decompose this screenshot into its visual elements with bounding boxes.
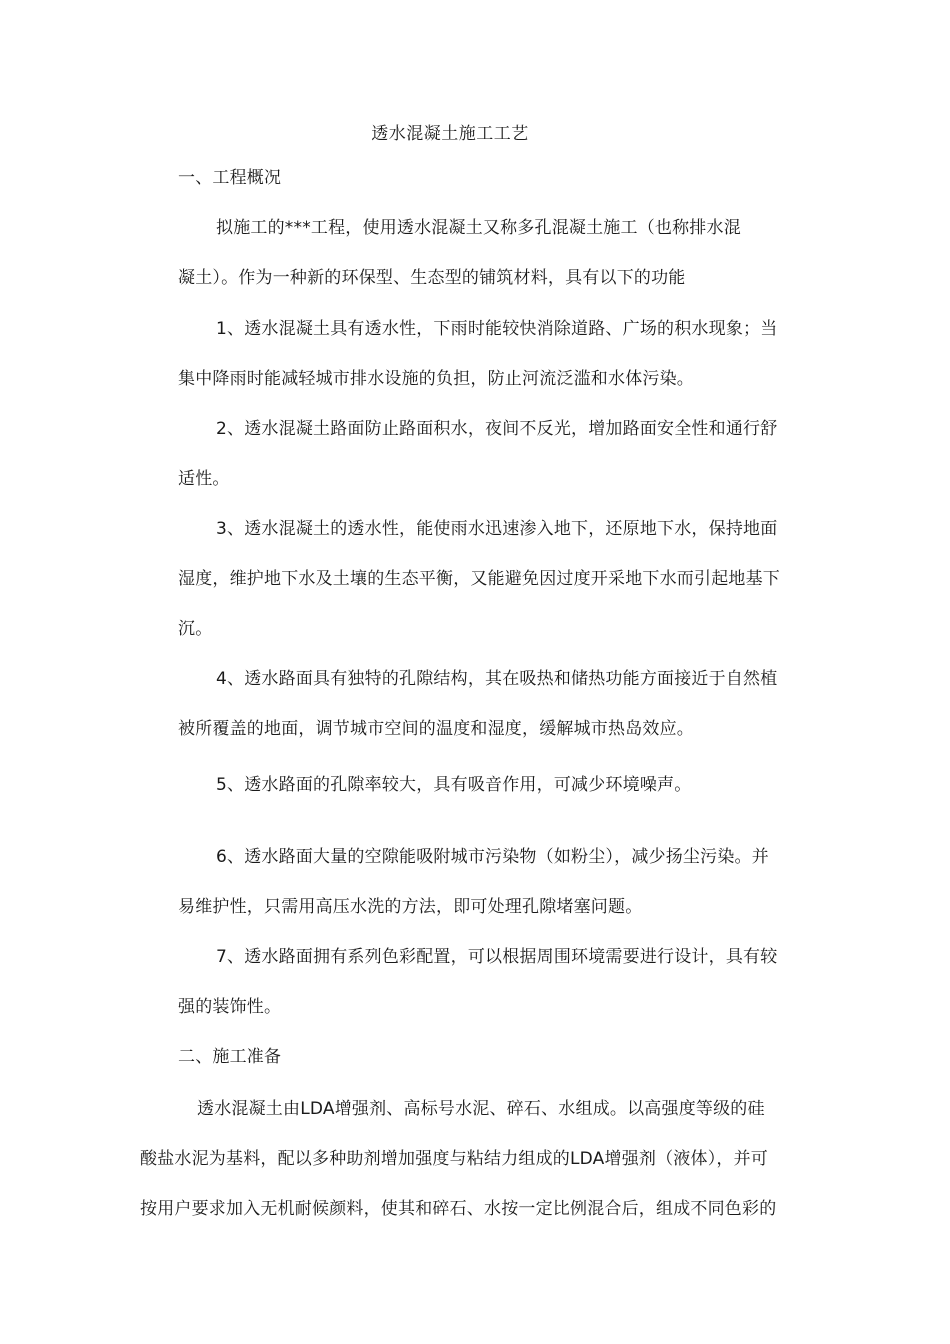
list-item-2-line: 适性。 bbox=[178, 469, 230, 489]
list-item-6-line: 易维护性，只需用高压水洗的方法，即可处理孔隙堵塞问题。 bbox=[178, 897, 643, 917]
section-heading-overview: 一、工程概况 bbox=[178, 168, 282, 188]
list-item-6-line: 6、透水路面大量的空隙能吸附城市污染物（如粉尘），减少扬尘污染。并 bbox=[216, 847, 769, 867]
paragraph-line: 拟施工的***工程，使用透水混凝土又称多孔混凝土施工（也称排水混 bbox=[216, 218, 741, 238]
list-item-5-line: 5、透水路面的孔隙率较大，具有吸音作用，可减少环境噪声。 bbox=[216, 775, 692, 795]
document-title: 透水混凝土施工工艺 bbox=[371, 124, 529, 144]
list-item-2-line: 2、透水混凝土路面防止路面积水，夜间不反光，增加路面安全性和通行舒 bbox=[216, 419, 778, 439]
list-item-4-line: 被所覆盖的地面，调节城市空间的温度和湿度，缓解城市热岛效应。 bbox=[178, 719, 694, 739]
list-item-1-line: 集中降雨时能减轻城市排水设施的负担，防止河流泛滥和水体污染。 bbox=[178, 369, 694, 389]
list-item-7-line: 强的装饰性。 bbox=[178, 997, 282, 1017]
list-item-4-line: 4、透水路面具有独特的孔隙结构，其在吸热和储热功能方面接近于自然植 bbox=[216, 669, 778, 689]
paragraph-line: 透水混凝土由LDA增强剂、高标号水泥、碎石、水组成。以高强度等级的硅 bbox=[197, 1099, 765, 1119]
list-item-1-line: 1、透水混凝土具有透水性，下雨时能较快消除道路、广场的积水现象；当 bbox=[216, 319, 778, 339]
paragraph-line: 酸盐水泥为基料，配以多种助剂增加强度与粘结力组成的LDA增强剂（液体），并可 bbox=[140, 1149, 768, 1169]
list-item-3-line: 沉。 bbox=[178, 619, 213, 639]
list-item-3-line: 3、透水混凝土的透水性，能使雨水迅速渗入地下，还原地下水，保持地面 bbox=[216, 519, 778, 539]
paragraph-line: 凝土）。作为一种新的环保型、生态型的铺筑材料，具有以下的功能 bbox=[178, 268, 686, 288]
list-item-7-line: 7、透水路面拥有系列色彩配置，可以根据周围环境需要进行设计，具有较 bbox=[216, 947, 778, 967]
section-heading-preparation: 二、施工准备 bbox=[178, 1047, 282, 1067]
paragraph-line: 按用户要求加入无机耐候颜料，使其和碎石、水按一定比例混合后，组成不同色彩的 bbox=[140, 1199, 777, 1219]
list-item-3-line: 湿度，维护地下水及土壤的生态平衡，又能避免因过度开采地下水而引起地基下 bbox=[178, 569, 780, 589]
